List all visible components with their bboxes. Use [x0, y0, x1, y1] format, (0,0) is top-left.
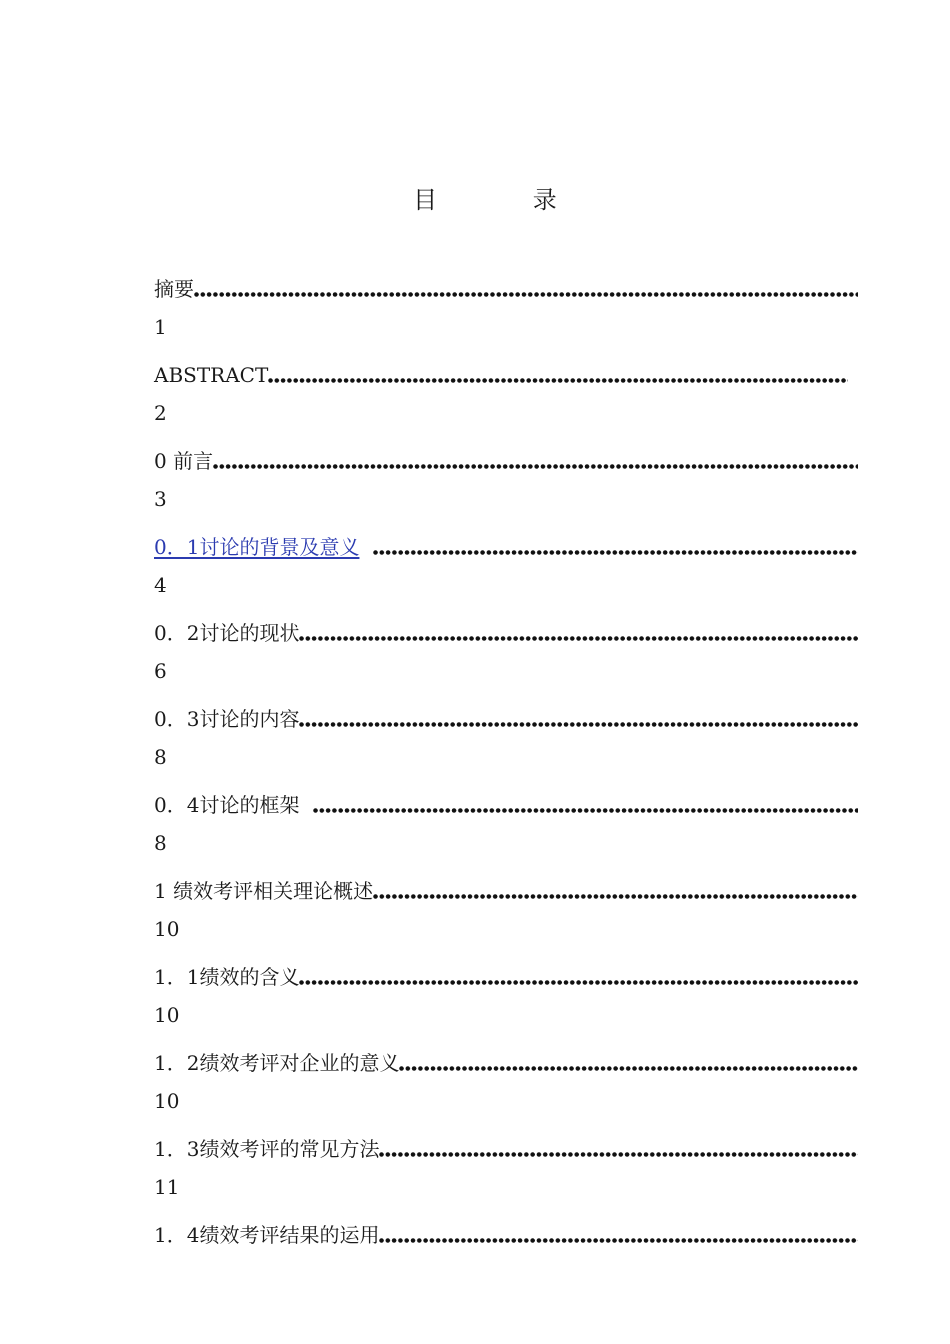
toc-entry-label: 1．4绩效考评结果的运用 [154, 1223, 380, 1247]
dot-leader [399, 1057, 858, 1071]
dot-leader [268, 369, 848, 383]
toc-page-number: 3 [154, 487, 167, 511]
toc-entry-label: 0．4讨论的框架 [154, 793, 300, 817]
toc-entry[interactable] [154, 614, 858, 700]
dot-leader [194, 283, 858, 297]
toc-page-number: 10 [154, 917, 180, 941]
toc-page-number: 6 [154, 659, 167, 683]
dot-leader [299, 713, 858, 727]
toc-page-number: 1 [154, 315, 167, 339]
dot-leader [213, 455, 858, 469]
toc-entry-label: ABSTRACT [154, 363, 269, 387]
toc-page-number: 11 [154, 1175, 180, 1199]
toc-entry[interactable] [154, 786, 858, 872]
toc-entry-label: 0 前言 [154, 449, 214, 473]
page-title: 目 录 [413, 186, 601, 214]
toc-entry[interactable] [154, 1130, 858, 1216]
toc-entry[interactable] [154, 872, 858, 958]
toc-entry[interactable] [154, 958, 858, 1044]
toc-entry-label: 1．2绩效考评对企业的意义 [154, 1051, 400, 1075]
toc-page-number: 2 [154, 401, 167, 425]
toc-page-number: 10 [154, 1089, 180, 1113]
dot-leader [299, 627, 858, 641]
dot-leader [313, 799, 858, 813]
toc-entry-label: 1 绩效考评相关理论概述 [154, 879, 374, 903]
toc-entry[interactable] [154, 700, 858, 786]
toc-entry[interactable] [154, 528, 858, 614]
toc-page-number: 4 [154, 573, 167, 597]
toc-entry-label: 1．1绩效的含义 [154, 965, 300, 989]
dot-leader [379, 1143, 858, 1157]
toc-entry[interactable] [154, 1044, 858, 1130]
dot-leader [299, 971, 858, 985]
toc-page-number: 8 [154, 831, 167, 855]
toc-entry-label: 1．3绩效考评的常见方法 [154, 1137, 380, 1161]
toc-entry[interactable] [154, 1216, 858, 1302]
toc-entry-link[interactable]: 0．1讨论的背景及意义 [154, 535, 360, 559]
dot-leader [379, 1229, 858, 1243]
toc-page-number: 8 [154, 745, 167, 769]
table-of-contents [154, 270, 858, 1302]
toc-entry[interactable] [154, 356, 858, 442]
toc-page-number: 10 [154, 1003, 180, 1027]
dot-leader [373, 885, 858, 899]
toc-entry[interactable] [154, 270, 858, 356]
toc-entry-label: 0．3讨论的内容 [154, 707, 300, 731]
toc-page-number [154, 1258, 858, 1288]
toc-entry-label: 摘要 [154, 277, 194, 301]
dot-leader [373, 541, 858, 555]
toc-entry[interactable] [154, 442, 858, 528]
toc-entry-label: 0．2讨论的现状 [154, 621, 300, 645]
